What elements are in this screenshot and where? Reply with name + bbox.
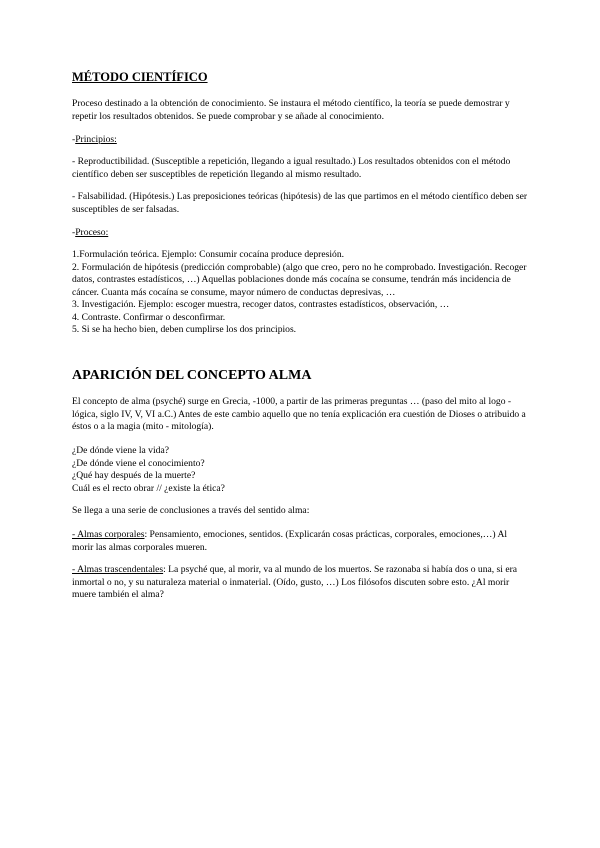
almas-trascendentales-label: - Almas trascendentales (72, 564, 164, 575)
process-step-4: 4. Contraste. Confirmar o desconfirmar. (72, 311, 226, 323)
principle-reproductibilidad: - Reproductibilidad. (Susceptible a repetición, llegando a igual resultado.) Los resultados obtenidos con el método científico deben ser susceptibles de repetición llegando al mismo resultado. (72, 156, 511, 180)
question-4: Cuál es el recto obrar // ¿existe la ética? (72, 482, 225, 494)
process-heading: -Proceso: (72, 227, 109, 238)
process-step-5: 5. Si se ha hecho bien, deben cumplirse los dos principios. (72, 324, 297, 335)
section-title-metodo: MÉTODO CIENTÍFICO (72, 70, 208, 84)
almas-corporales-label: - Almas corporales (72, 529, 145, 540)
conclusions-line: Se llega a una serie de conclusiones a través del sentido alma: (72, 505, 310, 516)
questions-list (72, 445, 530, 495)
intro-paragraph (72, 98, 530, 123)
process-step-2: 2. Formulación de hipótesis (predicción comprobable) (algo que creo, pero no he comprobado. Investigación. Recoger datos, contrastes estadísticos, …) Aquellas poblaciones donde más cocaína se consume, tendrán más incidencia de cáncer. Cuanta más cocaína se consume, mayor número de conductas depresivas, … (72, 261, 527, 298)
process-step-3: 3. Investigación. Ejemplo: escoger muestra, recoger datos, contrastes estadísticos, observación, … (72, 299, 450, 310)
alma-intro-paragraph: El concepto de alma (psyché) surge en Grecia, -1000, a partir de las primeras preguntas … (paso del mito al logo - lógica, siglo IV, V, VI a.C.) Antes de este cambio aquello que no tenía explicación era cuestión de Dioses o atribuido a éstos o a la magia (mito - mitología). (72, 396, 526, 432)
almas-trascendentales: - Almas trascendentales: La psyché que, al morir, va al mundo de los muertos. Se razonaba si había dos o una, si era inmortal o no, y su naturaleza material o inmaterial. (Oído, gusto, …) Los filósofos discuten sobre esto. ¿Al morir muere también el alma? (72, 564, 518, 600)
process-heading-label: Proceso: (75, 227, 109, 238)
question-2: ¿De dónde viene el conocimiento? (72, 457, 205, 469)
question-1: ¿De dónde viene la vida? (72, 445, 169, 456)
almas-corporales: - Almas corporales: Pensamiento, emociones, sentidos. (Explicarán cosas prácticas, corporales, emociones,…) Al morir las almas corporales mueren. (72, 529, 508, 553)
principles-heading-label: Principios: (75, 134, 117, 145)
section-title-alma: APARICIÓN DEL CONCEPTO ALMA (72, 368, 312, 383)
principle-falsabilidad: - Falsabilidad. (Hipótesis.) Las preposiciones teóricas (hipótesis) de las que partimos en el método científico deben ser susceptibles de ser falsadas. (72, 191, 528, 215)
principles-heading: -Principios: (72, 134, 117, 145)
intro-text: Proceso destinado a la obtención de conocimiento. Se instaura el método científico, la teoría se puede demostrar y repetir los resultados obtenidos. Se puede comprobar y se añade al conocimiento. (72, 98, 510, 122)
question-3: ¿Qué hay después de la muerte? (72, 470, 196, 481)
process-steps (72, 249, 530, 337)
process-step-1: 1.Formulación teórica. Ejemplo: Consumir cocaína produce depresión. (72, 249, 345, 260)
